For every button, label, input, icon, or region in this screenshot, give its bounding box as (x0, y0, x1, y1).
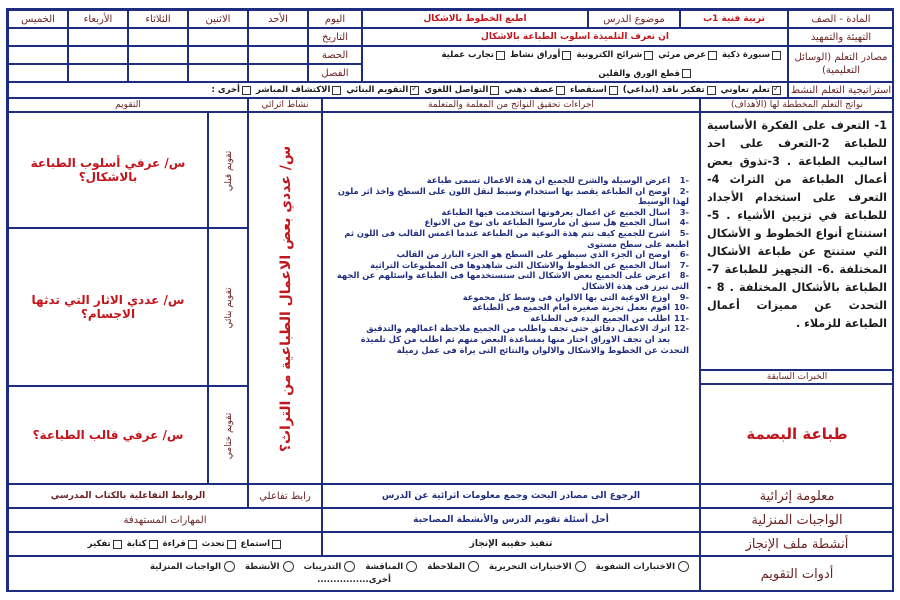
portfolio-label: أنشطة ملف الإنجاز (700, 532, 894, 556)
checkbox-icon (332, 86, 341, 95)
subject-value: تربية فنية 1ب (680, 10, 788, 28)
procedure-step (335, 175, 689, 186)
procedure-step (335, 302, 689, 313)
grid-cell[interactable] (188, 64, 248, 82)
day-label: اليوم (308, 10, 362, 28)
source-label: شرائح الكترونية (576, 50, 643, 60)
skill-writing[interactable] (127, 539, 158, 549)
grid-cell[interactable] (68, 64, 128, 82)
step-text: اشرح للجميع كيف تتم هذة النوعية من الطباعة عندما اغمس القالب فى اللون ثم اطبعة على سطح مستوى (344, 227, 689, 249)
enrich-info-label: معلومة إثرائية (700, 484, 894, 508)
assessment-tool-label: الملاحظة (427, 561, 466, 572)
assessment-tool-label: الأنشطة (245, 561, 280, 572)
step-number: -7 (679, 259, 689, 270)
checkbox-icon (272, 540, 281, 549)
procedures-list (322, 112, 700, 484)
strategies-label: استراتيجية التعلم النشط (788, 82, 894, 98)
step-number: -8 (679, 270, 689, 281)
step-number: -4 (679, 217, 689, 228)
checkbox-icon (707, 86, 716, 95)
grid-cell[interactable] (8, 46, 68, 64)
day-monday: الاثنين (188, 10, 248, 28)
sources-cell (362, 46, 788, 82)
checkbox-icon (644, 51, 653, 60)
day-thursday: الخميس (8, 10, 68, 28)
procedure-step (335, 207, 689, 218)
source-extra-label: قطع الورق والقلين (598, 68, 680, 79)
prior-experience-value: طباعة البصمة (700, 384, 894, 484)
objectives-text: 1- التعرف على الفكرة الأساسية للطباعة 2-التعرف على احد اساليب الطباعة . 3-تذوق بعض أعمال الطباعة من التراث 4- التعرف على استخدام الأجداد للطباعة في تزيين الأشياء . 5- استنتاج أنواع الخطوط و الأشكال التي ستنتج عن طباعة الأشكال المختلفة .6- التجهيز للطباعة 7- الطباعة بالأشكال المختلفة . 8 - التحدث عن مميزات أعمال الطباعة للزملاء . (700, 112, 894, 370)
source-worksheets[interactable] (510, 50, 571, 60)
skill-label: تحدث (201, 539, 225, 549)
assessment-tools-row (19, 561, 689, 572)
strategy-brainstorm[interactable] (504, 85, 565, 95)
source-extra[interactable] (598, 69, 691, 79)
eval-type-summative (208, 386, 248, 484)
procedure-step (335, 334, 689, 355)
eval-type-label: تقويم بنائي (224, 287, 234, 329)
radio-icon (283, 561, 294, 572)
eval-type-label: تقويم قبلي (224, 150, 234, 192)
assessment-tool-label: الاختبارات الشفوية (595, 561, 675, 572)
procedure-step (335, 313, 689, 324)
day-sunday: الأحد (248, 10, 308, 28)
subject-label: المادة - الصف (788, 10, 894, 28)
checkbox-icon (410, 86, 419, 95)
step-number: -6 (679, 249, 689, 260)
assessment-homework[interactable] (150, 561, 235, 572)
evaluation-header: التقويم (8, 98, 248, 112)
checkbox-icon (772, 51, 781, 60)
day-wednesday: الأربعاء (68, 10, 128, 28)
checkbox-icon (609, 86, 618, 95)
grid-cell[interactable] (128, 64, 188, 82)
checkbox-icon (242, 86, 251, 95)
checkbox-icon (682, 69, 691, 78)
step-text: اطلب من الجميع البدء فى الطباعة (530, 312, 671, 323)
grid-cell[interactable] (248, 64, 308, 82)
step-text: اوضح ان الطباعة يقصد بها استخدام وسيط لنقل اللون على السطح واخذ اثر ملون لهذا الوسيط (337, 185, 689, 207)
assessment-tools (8, 556, 700, 592)
radio-icon (575, 561, 586, 572)
source-experiments[interactable] (441, 50, 505, 60)
procedures-header: اجراءات تحقيق النواتج من المعلمة والمتعلمة (322, 98, 700, 112)
grid-cell[interactable] (128, 46, 188, 64)
skill-thinking[interactable] (88, 539, 122, 549)
step-text: اسال الجميع هل سبق ان مارسوا الطباعة باى نوع من الانواع (424, 217, 671, 228)
checkbox-icon (556, 86, 565, 95)
strategy-language[interactable] (424, 85, 499, 95)
checkbox-icon (113, 540, 122, 549)
skill-label: كتابة (126, 539, 147, 549)
radio-icon (678, 561, 689, 572)
sources-label: مصادر التعلم (الوسائل التعليمية) (788, 46, 894, 82)
strategy-label: الاكتشاف المباشر (255, 85, 331, 95)
strategy-discovery[interactable] (256, 85, 341, 95)
enrichment-cell (248, 112, 322, 484)
source-smartboard[interactable] (722, 50, 781, 60)
strategy-inquiry[interactable] (570, 85, 618, 95)
outcomes-header: نواتج التعلم المخططة لها (الأهداف) (700, 98, 894, 112)
source-label: تجارب عملية (441, 50, 494, 60)
grid-cell[interactable] (188, 28, 248, 46)
lesson-topic-label: موضوع الدرس (588, 10, 680, 28)
procedure-step (335, 270, 689, 291)
strategy-formative[interactable] (346, 85, 419, 95)
grid-cell[interactable] (8, 28, 68, 46)
eval-question-summative: س/ عرفي قالب الطباعة؟ (8, 386, 208, 484)
skills-list (8, 532, 322, 556)
assessment-oral[interactable] (596, 561, 689, 572)
intro-label: التهيئة والتمهيد (788, 28, 894, 46)
procedure-step (335, 260, 689, 271)
eval-type-pre (208, 112, 248, 228)
step-text: اعرض على الجميع بعض الاشكال التى ستستخدمها فى الطباعة واسئلهم عن الجهة التى تبرز فى هذة الاشكال (336, 270, 689, 291)
source-slides[interactable] (576, 50, 653, 60)
lesson-topic-value: اطبع الخطوط بالاشكال (362, 10, 588, 28)
checkbox-icon (149, 540, 158, 549)
source-label: سبورة ذكية (722, 50, 770, 60)
assessment-tool-label: الواجبات المنزلية (150, 561, 222, 572)
prior-experience-label: الخبرات السابقة (700, 370, 894, 384)
eval-question-pre: س/ عرفي أسلوب الطباعة بالاشكال؟ (8, 112, 208, 228)
day-tuesday: الثلاثاء (128, 10, 188, 28)
source-label: عرض مرئي (658, 50, 707, 60)
procedure-step (335, 249, 689, 260)
grid-cell[interactable] (248, 46, 308, 64)
procedure-step (335, 292, 689, 303)
source-video[interactable] (658, 50, 717, 60)
step-number: -12 (674, 323, 689, 334)
radio-icon (468, 561, 479, 572)
grid-cell[interactable] (128, 28, 188, 46)
assessment-tool-label: الاختبارات التحريرية (489, 561, 572, 572)
assessment-discussion[interactable] (365, 561, 417, 572)
assessment-tool-label: المناقشة (365, 561, 404, 572)
step-text: اوضح ان الجزء الذي سيظهر على السطح هو الجزء البارز من القالب (396, 249, 671, 260)
grid-cell[interactable] (248, 28, 308, 46)
strategy-label: التواصل اللغوي (424, 85, 489, 95)
skill-reading[interactable] (163, 539, 197, 549)
radio-icon (224, 561, 235, 572)
procedure-step (335, 217, 689, 228)
step-number: -5 (679, 227, 689, 238)
procedure-step (335, 186, 689, 207)
assessment-other[interactable]: أخرى................ (317, 575, 391, 585)
assessment-label: أدوات التقويم (700, 556, 894, 592)
step-text: اسال الجميع عن اعمال يعرفونها استخدمت فيها الطباعة (441, 206, 671, 217)
enrichment-question: س/ عددي بعض الاعمال الطباعية من التراث؟ (278, 145, 294, 453)
procedure-step (335, 228, 689, 249)
strategy-label: أخرى : (211, 85, 240, 95)
eval-type-label: تقويم ختامي (224, 412, 234, 460)
assessment-written[interactable] (489, 561, 586, 572)
checkbox-icon (490, 86, 499, 95)
enrich-info-value: الرجوع الى مصادر البحث وجمع معلومات اثرائية عن الدرس (322, 484, 700, 508)
strategy-label: عصف ذهني (504, 85, 554, 95)
step-number: -3 (679, 206, 689, 217)
skill-label: استماع (240, 539, 270, 549)
step-number: -10 (674, 302, 689, 313)
eval-question-formative: س/ عددي الاثار التي تدثها الاجسام؟ (8, 228, 208, 386)
strategy-label: تفكير ناقد (ابداعي) (622, 85, 705, 95)
step-text: اوزع الاوعية التى بها الالوان فى وسط كل مجموعة (462, 291, 671, 302)
checkbox-icon (188, 540, 197, 549)
lesson-plan-sheet (6, 8, 894, 592)
step-text: بعد ان تجف الاوراق اختار منها بمساعدة البعض منهم ثم اطلب من كل تلميذة التحدث عن الخطوط والاشكال والالوان والنتائج التى يراة فى عمل زميلة (360, 333, 689, 355)
homework-label: الواجبات المنزلية (700, 508, 894, 532)
strategy-label: التقويم البنائي (346, 85, 409, 95)
skill-speaking[interactable] (202, 539, 236, 549)
period-label: الحصة (308, 46, 362, 64)
checkbox-icon (772, 86, 781, 95)
skill-listening[interactable] (241, 539, 281, 549)
skill-label: تفكير (87, 539, 111, 549)
grid-cell[interactable] (68, 28, 128, 46)
step-text: اسال الجميع عن الخطوط والاشكال التى شاهدوها فى المطبوعات التراثية (370, 259, 671, 270)
skills-label: المهارات المستهدفة (8, 508, 322, 532)
step-number: -2 (679, 185, 689, 196)
grid-cell[interactable] (188, 46, 248, 64)
step-text: اترك الاعمال دقائق حتى تجف واطلب من الجميع ملاحظة اعمالهم والتدقيق (366, 323, 671, 334)
homework-value: أحل أسئلة تقويم الدرس والأنشطة المصاحبة (322, 508, 700, 532)
interactive-links-label: الروابط التفاعلية بالكتاب المدرسي (8, 484, 248, 508)
skill-label: قراءة (162, 539, 186, 549)
strategy-label: استقصاء (569, 85, 607, 95)
radio-icon (344, 561, 355, 572)
grid-cell[interactable] (8, 64, 68, 82)
assessment-tool-label: التدريبات (303, 561, 342, 572)
class-label: الفصل (308, 64, 362, 82)
sources-list (369, 50, 781, 60)
strategies-cell (8, 82, 788, 98)
step-number: -1 (679, 175, 689, 185)
intro-value: ان تعرف التلميذة اسلوب الطباعة بالاشكال (362, 28, 788, 46)
assessment-activities[interactable] (245, 561, 294, 572)
portfolio-value: تنفيذ حقيبة الإنجاز (322, 532, 700, 556)
step-text: اقوم بعمل تجربة صغيرة امام الجميع فى الطباعة (472, 302, 671, 313)
strategy-cooperative[interactable] (721, 85, 781, 95)
eval-type-formative (208, 228, 248, 386)
strategy-critical[interactable] (623, 85, 716, 95)
assessment-exercises[interactable] (304, 561, 356, 572)
strategy-label: تعلم تعاوني (720, 85, 770, 95)
checkbox-icon (496, 51, 505, 60)
procedure-step (335, 323, 689, 334)
assessment-observation[interactable] (427, 561, 479, 572)
checkbox-icon (708, 51, 717, 60)
strategy-other[interactable] (211, 85, 250, 95)
step-number: -9 (679, 291, 689, 302)
checkbox-icon (227, 540, 236, 549)
date-label: التاريخ (308, 28, 362, 46)
interactive-link-label: رابط تفاعلي (248, 484, 322, 508)
grid-cell[interactable] (68, 46, 128, 64)
radio-icon (406, 561, 417, 572)
checkbox-icon (562, 51, 571, 60)
enrichment-header: نشاط اثرائي (248, 98, 322, 112)
step-number: -11 (674, 312, 689, 323)
source-label: أوراق نشاط (510, 50, 561, 60)
step-text: اعرض الوسيلة والشرح للجميع ان هذة الاعمال تسمى طباعة (426, 175, 671, 185)
